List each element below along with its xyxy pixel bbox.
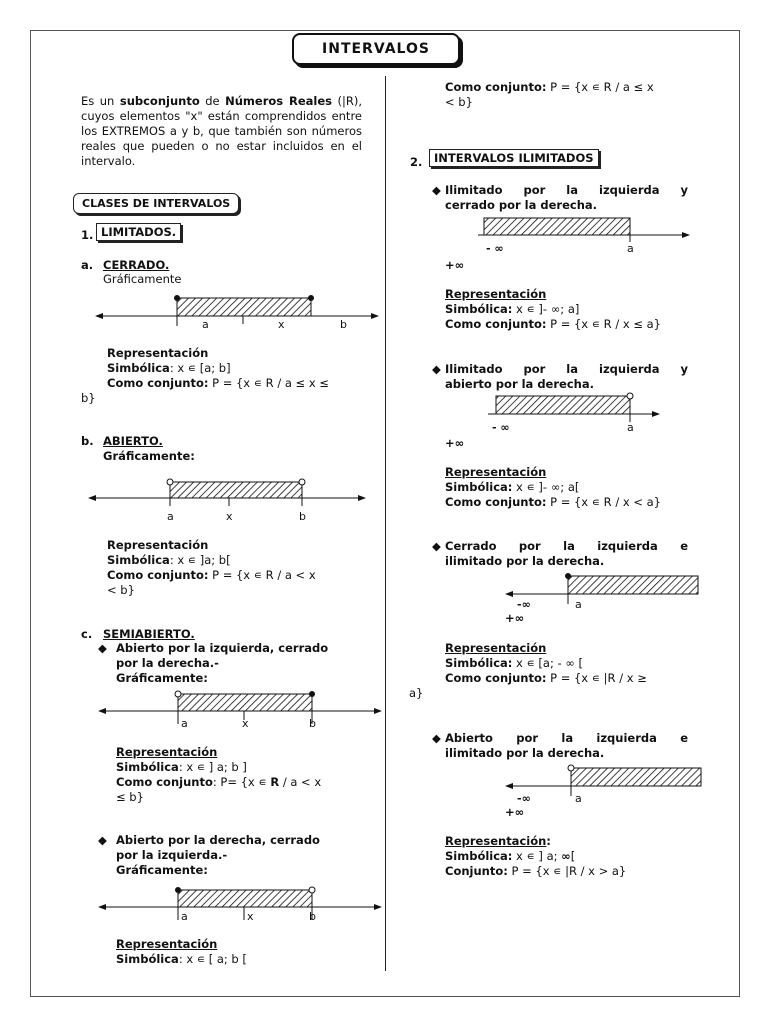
interval-bar xyxy=(178,694,312,711)
arrow-left-icon xyxy=(505,591,513,597)
s1-diagram xyxy=(98,688,383,732)
axis-label-minus-infinity: - ∞ xyxy=(486,242,504,255)
open-point-b xyxy=(309,887,315,893)
interval-bar xyxy=(484,218,630,235)
cerrado-graf-label: Gráficamente xyxy=(103,272,182,286)
s2-bullet-line2: por la izquierda.- xyxy=(116,848,228,862)
s2-simbolica: Simbólica: x ∊ [ a; b [ xyxy=(116,952,247,966)
bullet-diamond-icon: ◆ xyxy=(98,833,107,847)
il1-conjunto: Como conjunto: P = {x ∊ R / x ≤ a} xyxy=(445,317,661,331)
il2-rep-label: Representación xyxy=(445,465,547,479)
interval-bar xyxy=(177,298,311,316)
abierto-rep-label: Representación xyxy=(107,538,209,552)
cerrado-conjunto-tail: b} xyxy=(81,391,96,405)
interval-bar xyxy=(571,768,701,786)
interval-bar xyxy=(496,396,630,414)
axis-label-a: a xyxy=(181,717,188,730)
abierto-conjunto-tail: < b} xyxy=(107,583,135,597)
interval-bar xyxy=(170,482,302,498)
cerrado-heading: CERRADO. xyxy=(103,258,170,272)
axis-label-x: x xyxy=(242,717,249,730)
arrow-right-icon xyxy=(652,411,660,417)
limitados-number: 1. xyxy=(81,228,94,242)
s1-simbolica: Simbólica: x ∊ ] a; b ] xyxy=(116,760,247,774)
closed-point-a xyxy=(174,295,180,301)
limitados-heading: LIMITADOS. xyxy=(96,223,181,241)
cerrado-rep-label: Representación xyxy=(107,346,209,360)
abierto-conjunto: Como conjunto: P = {x ∊ R / a < x xyxy=(107,568,316,582)
closed-point-b xyxy=(309,691,315,697)
axis-label-x: x xyxy=(226,510,233,523)
s2-diagram xyxy=(98,882,383,926)
il2-simbolica: Simbólica: x ∊ ]- ∞; a[ xyxy=(445,480,580,494)
il4-rep-label: Representación: xyxy=(445,834,551,848)
closed-point-a xyxy=(565,573,571,579)
axis-label-x: x xyxy=(247,910,254,923)
bullet-diamond-icon: ◆ xyxy=(98,641,107,655)
page-title: INTERVALOS xyxy=(292,33,460,65)
closed-point-b xyxy=(308,295,314,301)
axis-label-a: a xyxy=(202,318,209,331)
il2-plus-infinity: +∞ xyxy=(445,436,465,450)
bullet-diamond-icon: ◆ xyxy=(432,183,441,197)
il1-bullet-line2: cerrado por la derecha. xyxy=(445,198,598,212)
axis-label-b: b xyxy=(309,717,316,730)
axis-label-x: x xyxy=(278,318,285,331)
open-point-b xyxy=(299,479,305,485)
axis-label-a: a xyxy=(167,510,174,523)
arrow-left-icon xyxy=(88,495,96,501)
bullet-diamond-icon: ◆ xyxy=(432,731,441,745)
axis-label-minus-infinity: -∞ xyxy=(517,792,531,805)
interval-bar xyxy=(568,576,698,594)
axis-label-a: a xyxy=(627,242,634,255)
abierto-heading: ABIERTO. xyxy=(103,434,163,448)
s1-conjunto: Como conjunto: P= {x ∊ R / a < x xyxy=(116,775,322,789)
s2-rep-label: Representación xyxy=(116,937,218,951)
il3-conjunto-tail: a} xyxy=(409,686,424,700)
intro-paragraph: Es un subconjunto de Números Reales (|R), cuyos elementos "x" están comprendidos entre los EXTREMOS a y b, que también son números reales que pueden o no estar incluidos en el intervalo. xyxy=(81,94,362,168)
s1-bullet-line2: por la derecha.- xyxy=(116,656,219,670)
ilimitados-number: 2. xyxy=(410,155,423,169)
cerrado-simbolica: Simbólica: x ∊ [a; b] xyxy=(107,361,231,375)
clases-heading: CLASES DE INTERVALOS xyxy=(73,193,239,214)
right-top-conjunto: Como conjunto: P = {x ∊ R / a ≤ x xyxy=(445,80,654,94)
arrow-right-icon xyxy=(374,708,382,714)
open-point-a xyxy=(568,765,574,771)
arrow-right-icon xyxy=(358,495,366,501)
semiabierto-letter: c. xyxy=(81,627,93,641)
axis-label-a: a xyxy=(181,910,188,923)
il2-bullet-line2: abierto por la derecha. xyxy=(445,377,594,391)
axis-label-b: b xyxy=(340,318,347,331)
ilimitados-heading: INTERVALOS ILIMITADOS xyxy=(429,149,599,167)
s2-bullet-line1: Abierto por la derecha, cerrado xyxy=(116,833,320,847)
axis-label-a: a xyxy=(627,421,634,434)
axis-label-a: a xyxy=(575,792,582,805)
il1-diagram xyxy=(478,214,693,258)
il4-bullet-line1: Abierto por la izquierda e xyxy=(445,731,688,745)
il1-bullet-line1: Ilimitado por la izquierda y xyxy=(445,183,688,197)
abierto-diagram xyxy=(88,474,368,524)
il2-bullet-line1: Ilimitado por la izquierda y xyxy=(445,362,688,376)
s1-conjunto-tail: ≤ b} xyxy=(116,790,144,804)
arrow-left-icon xyxy=(505,783,513,789)
il3-rep-label: Representación xyxy=(445,641,547,655)
bullet-diamond-icon: ◆ xyxy=(432,539,441,553)
s1-graf-label: Gráficamente: xyxy=(116,671,208,685)
open-point-a xyxy=(175,691,181,697)
il2-diagram xyxy=(488,392,663,436)
axis-label-b: b xyxy=(299,510,306,523)
il4-bullet-line2: ilimitado por la derecha. xyxy=(445,746,605,760)
il4-diagram xyxy=(505,764,705,808)
cerrado-letter: a. xyxy=(81,258,94,272)
arrow-right-icon xyxy=(374,904,382,910)
il3-bullet-line2: ilimitado por la derecha. xyxy=(445,554,605,568)
column-divider xyxy=(385,76,386,971)
cerrado-diagram xyxy=(95,292,380,332)
semiabierto-heading: SEMIABIERTO. xyxy=(103,627,195,641)
il4-simbolica: Simbólica: x ∊ ] a; ∞[ xyxy=(445,849,576,863)
open-point-a xyxy=(627,393,633,399)
abierto-letter: b. xyxy=(81,434,94,448)
il3-bullet-line1: Cerrado por la izquierda e xyxy=(445,539,688,553)
abierto-graf-label: Gráficamente: xyxy=(103,449,195,463)
cerrado-conjunto: Como conjunto: P = {x ∊ R / a ≤ x ≤ xyxy=(107,376,329,390)
open-point-a xyxy=(167,479,173,485)
axis-label-a: a xyxy=(575,598,582,611)
il3-plus-infinity: +∞ xyxy=(505,611,525,625)
arrow-left-icon xyxy=(95,313,103,319)
arrow-right-icon xyxy=(682,232,690,238)
right-top-conjunto-tail: < b} xyxy=(445,95,473,109)
abierto-simbolica: Simbólica: x ∊ ]a; b[ xyxy=(107,553,231,567)
s1-rep-label: Representación xyxy=(116,745,218,759)
arrow-left-icon xyxy=(98,708,106,714)
il1-plus-infinity: +∞ xyxy=(445,258,465,272)
arrow-right-icon xyxy=(371,313,379,319)
bullet-diamond-icon: ◆ xyxy=(432,362,441,376)
il3-simbolica: Simbólica: x ∊ [a; - ∞ [ xyxy=(445,656,584,670)
il3-diagram xyxy=(505,572,700,614)
il4-conjunto: Conjunto: P = {x ∊ |R / x > a} xyxy=(445,864,627,878)
s1-bullet-line1: Abierto por la izquierda, cerrado xyxy=(116,641,329,655)
closed-point-a xyxy=(175,887,181,893)
interval-bar xyxy=(178,890,312,907)
il1-rep-label: Representación xyxy=(445,287,547,301)
il2-conjunto: Como conjunto: P = {x ∊ R / x < a} xyxy=(445,495,661,509)
il4-plus-infinity: +∞ xyxy=(505,805,525,819)
axis-label-minus-infinity: - ∞ xyxy=(492,421,510,434)
axis-label-b: b xyxy=(309,910,316,923)
il3-conjunto: Como conjunto: P = {x ∊ |R / x ≥ xyxy=(445,671,647,685)
s2-graf-label: Gráficamente: xyxy=(116,863,208,877)
arrow-left-icon xyxy=(98,904,106,910)
il1-simbolica: Simbólica: x ∊ ]- ∞; a] xyxy=(445,302,580,316)
axis-label-minus-infinity: -∞ xyxy=(517,598,531,611)
